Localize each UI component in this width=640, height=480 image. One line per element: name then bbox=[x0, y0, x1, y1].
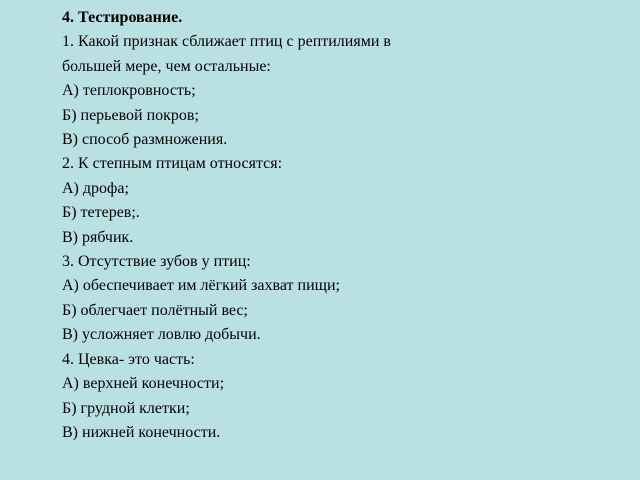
question-2-option-a: А) дрофа; bbox=[62, 179, 129, 197]
question-2-option-b: Б) тетерев;. bbox=[62, 204, 140, 222]
question-1-line-2: большей мере, чем остальные: bbox=[62, 57, 271, 75]
question-1-option-a: А) теплокровность; bbox=[62, 82, 196, 100]
question-4-option-a: А) верхней конечности; bbox=[62, 375, 225, 393]
question-1-option-c: В) способ размножения. bbox=[62, 131, 228, 149]
question-2-option-c: В) рябчик. bbox=[62, 228, 134, 246]
question-1-line-1: 1. Какой признак сближает птиц с рептилиями в bbox=[62, 33, 391, 51]
question-3-option-a: А) обеспечивает им лёгкий захват пищи; bbox=[62, 277, 340, 295]
question-3: 3. Отсутствие зубов у птиц: bbox=[62, 253, 251, 271]
slide-title: 4. Тестирование. bbox=[62, 9, 183, 26]
question-4-option-c: В) нижней конечности. bbox=[62, 423, 221, 441]
slide-content bbox=[62, 6, 622, 445]
question-4-option-b: Б) грудной клетки; bbox=[62, 399, 190, 417]
question-3-option-c: В) усложняет ловлю добычи. bbox=[62, 326, 261, 344]
question-4: 4. Цевка- это часть: bbox=[62, 350, 195, 368]
question-2: 2. К степным птицам относятся: bbox=[62, 155, 283, 173]
question-1-option-b: Б) перьевой покров; bbox=[62, 106, 199, 124]
question-3-option-b: Б) облегчает полётный вес; bbox=[62, 301, 248, 319]
